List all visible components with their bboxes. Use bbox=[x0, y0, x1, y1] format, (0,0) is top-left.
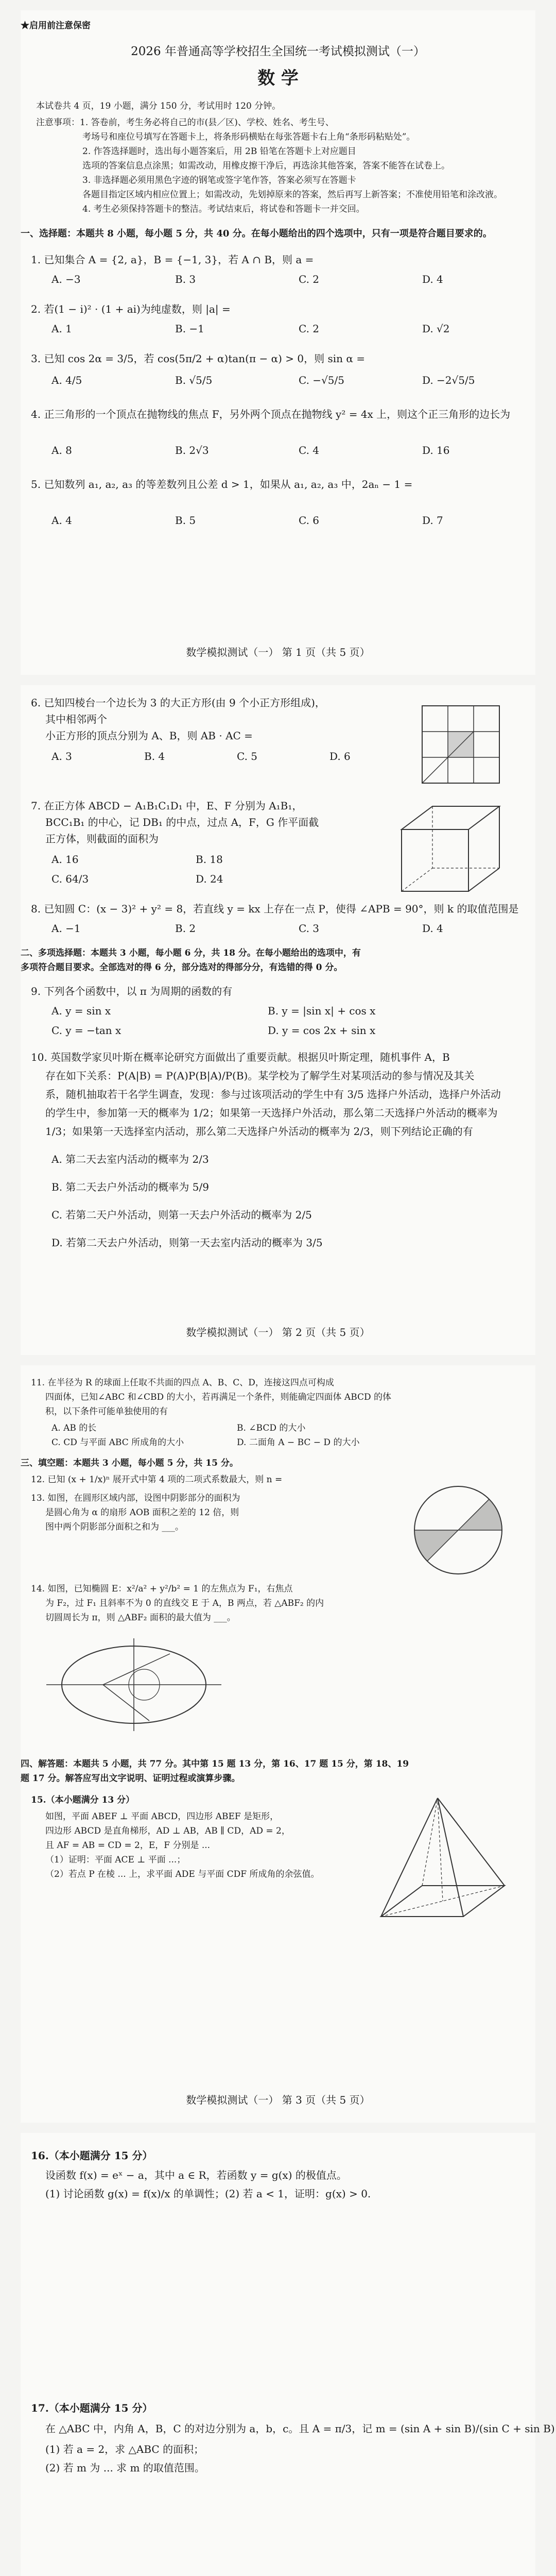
option: D. 二面角 A − BC − D 的大小 bbox=[237, 1437, 360, 1448]
option: D. 24 bbox=[196, 873, 223, 885]
question-title: 17.（本小题满分 15 分） bbox=[31, 2402, 153, 2414]
option: A. y = sin x bbox=[51, 1005, 111, 1017]
question-stem: 9. 下列各个函数中，以 π 为周期的函数的有 bbox=[31, 985, 233, 997]
option: D. y = cos 2x + sin x bbox=[268, 1024, 376, 1037]
option: D. 16 bbox=[422, 444, 450, 456]
question-stem: 14. 如图，已知椭圆 E：x²/a² + y²/b² = 1 的左焦点为 F₁，右焦点 bbox=[31, 1584, 293, 1594]
option: A. AB 的长 bbox=[51, 1423, 97, 1433]
option: C. 6 bbox=[299, 514, 320, 527]
question-stem: (1) 讨论函数 g(x) = f(x)/x 的单调性；(2) 若 a < 1，证明：g(x) > 0. bbox=[45, 2188, 371, 2200]
question-stem: 四边形 ABCD 是直角梯形，AD ⊥ AB，AB ∥ CD，AD = 2， bbox=[45, 1826, 290, 1836]
question-stem: 2. 若(1 − i)² · (1 + ai)为纯虚数，则 |a| = bbox=[31, 303, 231, 315]
option: A. 16 bbox=[51, 853, 79, 866]
option: B. ∠BCD 的大小 bbox=[237, 1423, 306, 1433]
question-stem: 正方体，则截面的面积为 bbox=[45, 833, 159, 845]
option: A. 3 bbox=[51, 750, 72, 762]
option: A. 1 bbox=[51, 323, 72, 335]
question-stem: 4. 正三角形的一个顶点在抛物线的焦点 F，另外两个顶点在抛物线 y² = 4x 上，则这个正三角形的边长为 bbox=[31, 408, 511, 420]
grid-figure bbox=[417, 701, 510, 793]
question-stem: BCC₁B₁ 的中心，记 DB₁ 的中点，过点 A，F，G 作平面截 bbox=[45, 816, 319, 828]
option: A. 4/5 bbox=[51, 374, 82, 386]
option: C. 64/3 bbox=[51, 873, 89, 885]
option: C. 2 bbox=[299, 273, 320, 285]
option: C. 4 bbox=[299, 444, 320, 456]
question-stem: 8. 已知圆 C：(x − 3)² + y² = 8，若直线 y = kx 上存在一点 P，使得 ∠APB = 90°，则 k 的取值范围是 bbox=[31, 903, 519, 915]
option: B. 2 bbox=[175, 922, 196, 935]
ellipse-figure bbox=[41, 1633, 227, 1736]
question-stem: 13. 如图，在圆形区域内部，设图中阴影部分的面积为 bbox=[31, 1493, 240, 1503]
question-stem: （1）证明：平面 ACE ⊥ 平面 ...； bbox=[45, 1855, 186, 1865]
note-line: 注意事项：1. 答卷前，考生务必将自己的市(县／区)、学校、姓名、考生号、 bbox=[36, 117, 334, 128]
question-stem: 10. 英国数学家贝叶斯在概率论研究方面做出了重要贡献。根据贝叶斯定理，随机事件 A，B bbox=[31, 1051, 450, 1063]
option: C. y = −tan x bbox=[51, 1024, 121, 1037]
question-title: 16.（本小题满分 15 分） bbox=[31, 2149, 153, 2162]
question-stem: 6. 已知四棱台一个边长为 3 的大正方形(由 9 个小正方形组成)， bbox=[31, 697, 325, 709]
option: D. −2√5/5 bbox=[422, 374, 475, 386]
option: A. −1 bbox=[51, 922, 81, 935]
option: B. 4 bbox=[144, 750, 165, 762]
option: C. −√5/5 bbox=[299, 374, 344, 386]
option: C. CD 与平面 ABC 所成角的大小 bbox=[51, 1437, 184, 1448]
question-stem: 7. 在正方体 ABCD − A₁B₁C₁D₁ 中，E、F 分别为 A₁B₁， bbox=[31, 800, 303, 812]
question-stem: 其中相邻两个 bbox=[45, 713, 107, 725]
pyramid-figure bbox=[360, 1788, 520, 1942]
question-stem: 5. 已知数列 a₁, a₂, a₃ 的等差数列且公差 d > 1，如果从 a₁, a₂, a₃ 中，2aₙ − 1 = bbox=[31, 478, 413, 490]
question-stem: (2) 若 m 为 ... 求 m 的取值范围。 bbox=[45, 2462, 205, 2474]
question-stem: 系，随机抽取若干名学生调查，发现：参与过该项活动的学生中有 3/5 选择户外活动，选择户外活动 bbox=[45, 1088, 501, 1100]
note-line: 各题目指定区域内相应位置上；如需改动，先划掉原来的答案，然后再写上新答案；不准使用铅笔和涂改液。 bbox=[82, 190, 502, 200]
question-stem: 为 F₂，过 F₁ 且斜率不为 0 的直线交 E 于 A，B 两点，若 △ABF₂ 的内 bbox=[45, 1598, 324, 1608]
section2-heading: 多项符合题目要求。全部选对的得 6 分，部分选对的得部分分，有选错的得 0 分。 bbox=[21, 962, 343, 973]
option: B. √5/5 bbox=[175, 374, 213, 386]
section2-heading: 二、多项选择题：本题共 3 小题，每小题 6 分，共 18 分。在每小题给出的选项中，有 bbox=[21, 948, 361, 958]
option: A. 第二天去室内活动的概率为 2/3 bbox=[51, 1153, 209, 1165]
option: D. 6 bbox=[329, 750, 351, 762]
option: B. 2√3 bbox=[175, 444, 209, 456]
question-stem: 且 AF = AB = CD = 2，E，F 分别是 ... bbox=[45, 1840, 211, 1851]
question-stem: 1/3；如果第一天选择室内活动，那么第二天选择户外活动的概率为 2/3，则下列结论正确的有 bbox=[45, 1125, 473, 1138]
section1-heading: 一、选择题：本题共 8 小题，每小题 5 分，共 40 分。在每小题给出的四个选项中，只有一项是符合题目要求的。 bbox=[21, 228, 492, 239]
page-2 bbox=[21, 685, 535, 1355]
section4-heading: 四、解答题：本题共 5 小题，共 77 分。其中第 15 题 13 分，第 16、17 题 15 分，第 18、19 bbox=[21, 1759, 409, 1769]
note-line: 考场号和座位号填写在答题卡上，将条形码横贴在每张答题卡右上角“条形码粘贴处”。 bbox=[82, 132, 415, 142]
question-stem: 小正方形的顶点分别为 A、B，则 AB · AC = bbox=[45, 730, 253, 742]
option: D. 若第二天去户外活动，则第一天去室内活动的概率为 3/5 bbox=[51, 1236, 323, 1249]
question-stem: 如图，平面 ABEF ⊥ 平面 ABCD，四边形 ABEF 是矩形， bbox=[45, 1811, 279, 1822]
option: D. 4 bbox=[422, 922, 443, 935]
page-footer: 数学模拟测试（一） 第 2 页（共 5 页） bbox=[186, 1326, 370, 1338]
question-stem: 1. 已知集合 A = {2, a}，B = {−1, 3}，若 A ∩ B，则 a = bbox=[31, 253, 314, 266]
option: D. √2 bbox=[422, 323, 450, 335]
subject-title: 数 学 bbox=[257, 68, 299, 89]
option: B. y = |sin x| + cos x bbox=[268, 1005, 376, 1017]
option: A. 4 bbox=[51, 514, 72, 527]
confidential-mark: ★启用前注意保密 bbox=[21, 21, 91, 31]
option: C. 若第二天户外活动，则第一天去户外活动的概率为 2/5 bbox=[51, 1209, 312, 1221]
notice-intro: 本试卷共 4 页，19 小题，满分 150 分，考试用时 120 分钟。 bbox=[36, 101, 281, 111]
question-title: 15.（本小题满分 13 分） bbox=[31, 1795, 135, 1805]
option: B. 18 bbox=[196, 853, 223, 866]
option: A. 8 bbox=[51, 444, 72, 456]
note-line: 选项的答案信息点涂黑；如需改动，用橡皮擦干净后，再选涂其他答案，答案不能答在试卷上。 bbox=[82, 161, 450, 171]
option: D. 7 bbox=[422, 514, 443, 527]
section4-heading: 题 17 分。解答应写出文字说明、证明过程或演算步骤。 bbox=[21, 1773, 240, 1784]
question-stem: 是圆心角为 α 的扇形 AOB 面积之差的 12 倍，则 bbox=[45, 1507, 239, 1518]
option: D. 4 bbox=[422, 273, 443, 285]
option: B. 5 bbox=[175, 514, 196, 527]
page-footer: 数学模拟测试（一） 第 3 页（共 5 页） bbox=[186, 2094, 370, 2106]
exam-title: 2026 年普通高等学校招生全国统一考试模拟测试（一） bbox=[131, 45, 425, 58]
question-stem: (1) 若 a = 2，求 △ABC 的面积； bbox=[45, 2443, 204, 2455]
page-footer: 数学模拟测试（一） 第 1 页（共 5 页） bbox=[186, 646, 370, 658]
option: B. 第二天去户外活动的概率为 5/9 bbox=[51, 1181, 209, 1193]
question-12: 12. 已知 (x + 1/x)ⁿ 展开式中第 4 项的二项式系数最大，则 n = bbox=[31, 1475, 283, 1485]
question-stem: 切圆周长为 π，则 △ABF₂ 面积的最大值为 ___。 bbox=[45, 1613, 236, 1623]
section3-heading: 三、填空题：本题共 3 小题，每小题 5 分，共 15 分。 bbox=[21, 1458, 238, 1468]
note-line: 4. 考生必须保持答题卡的整洁。考试结束后，将试卷和答题卡一并交回。 bbox=[82, 204, 365, 214]
question-stem: （2）若点 P 在棱 ... 上，求平面 ADE 与平面 CDF 所成角的余弦值。 bbox=[45, 1869, 320, 1879]
cube-figure bbox=[391, 799, 515, 896]
option: C. 2 bbox=[299, 323, 320, 335]
question-stem: 图中两个阴影部分面积之和为 ___。 bbox=[45, 1522, 184, 1532]
note-line: 3. 非选择题必须用黑色字迹的钢笔或签字笔作答，答案必须写在答题卡 bbox=[82, 175, 356, 185]
question-stem: 设函数 f(x) = eˣ − a，其中 a ∈ R，若函数 y = g(x) 的极值点。 bbox=[45, 2169, 347, 2181]
option: C. 5 bbox=[237, 750, 258, 762]
page-3 bbox=[21, 1365, 535, 2123]
question-stem: 的学生中，参加第一天的概率为 1/2；如果第一天选择户外活动，那么第二天选择户外活动的概率为 bbox=[45, 1107, 498, 1119]
option: B. −1 bbox=[175, 323, 204, 335]
question-stem: 存在如下关系：P(A|B) = P(A)P(B|A)/P(B)。某学校为了解学生对某项活动的参与情况及其关 bbox=[45, 1070, 475, 1082]
option: C. 3 bbox=[299, 922, 320, 935]
question-stem: 11. 在半径为 R 的球面上任取不共面的四点 A、B、C、D，连接这四点可构成 bbox=[31, 1378, 334, 1388]
page-1 bbox=[21, 10, 535, 675]
question-stem: 在 △ABC 中，内角 A，B，C 的对边分别为 a，b，c。且 A = π/3，记 m = (sin A + sin B)/(sin C + sin B) bbox=[45, 2422, 555, 2435]
circle-sector-figure bbox=[402, 1479, 520, 1582]
question-stem: 积，以下条件可能单独使用的有 bbox=[45, 1406, 168, 1417]
page-4 bbox=[21, 2133, 555, 2576]
note-line: 2. 作答选择题时，选出每小题答案后，用 2B 铅笔在答题卡上对应题目 bbox=[82, 146, 356, 157]
question-stem: 四面体，已知∠ABC 和∠CBD 的大小，若再满足一个条件，则能确定四面体 ABCD 的体 bbox=[45, 1392, 392, 1402]
option: A. −3 bbox=[51, 273, 81, 285]
question-stem: 3. 已知 cos 2α = 3/5，若 cos(5π/2 + α)tan(π − α) > 0，则 sin α = bbox=[31, 352, 365, 365]
option: B. 3 bbox=[175, 273, 196, 285]
